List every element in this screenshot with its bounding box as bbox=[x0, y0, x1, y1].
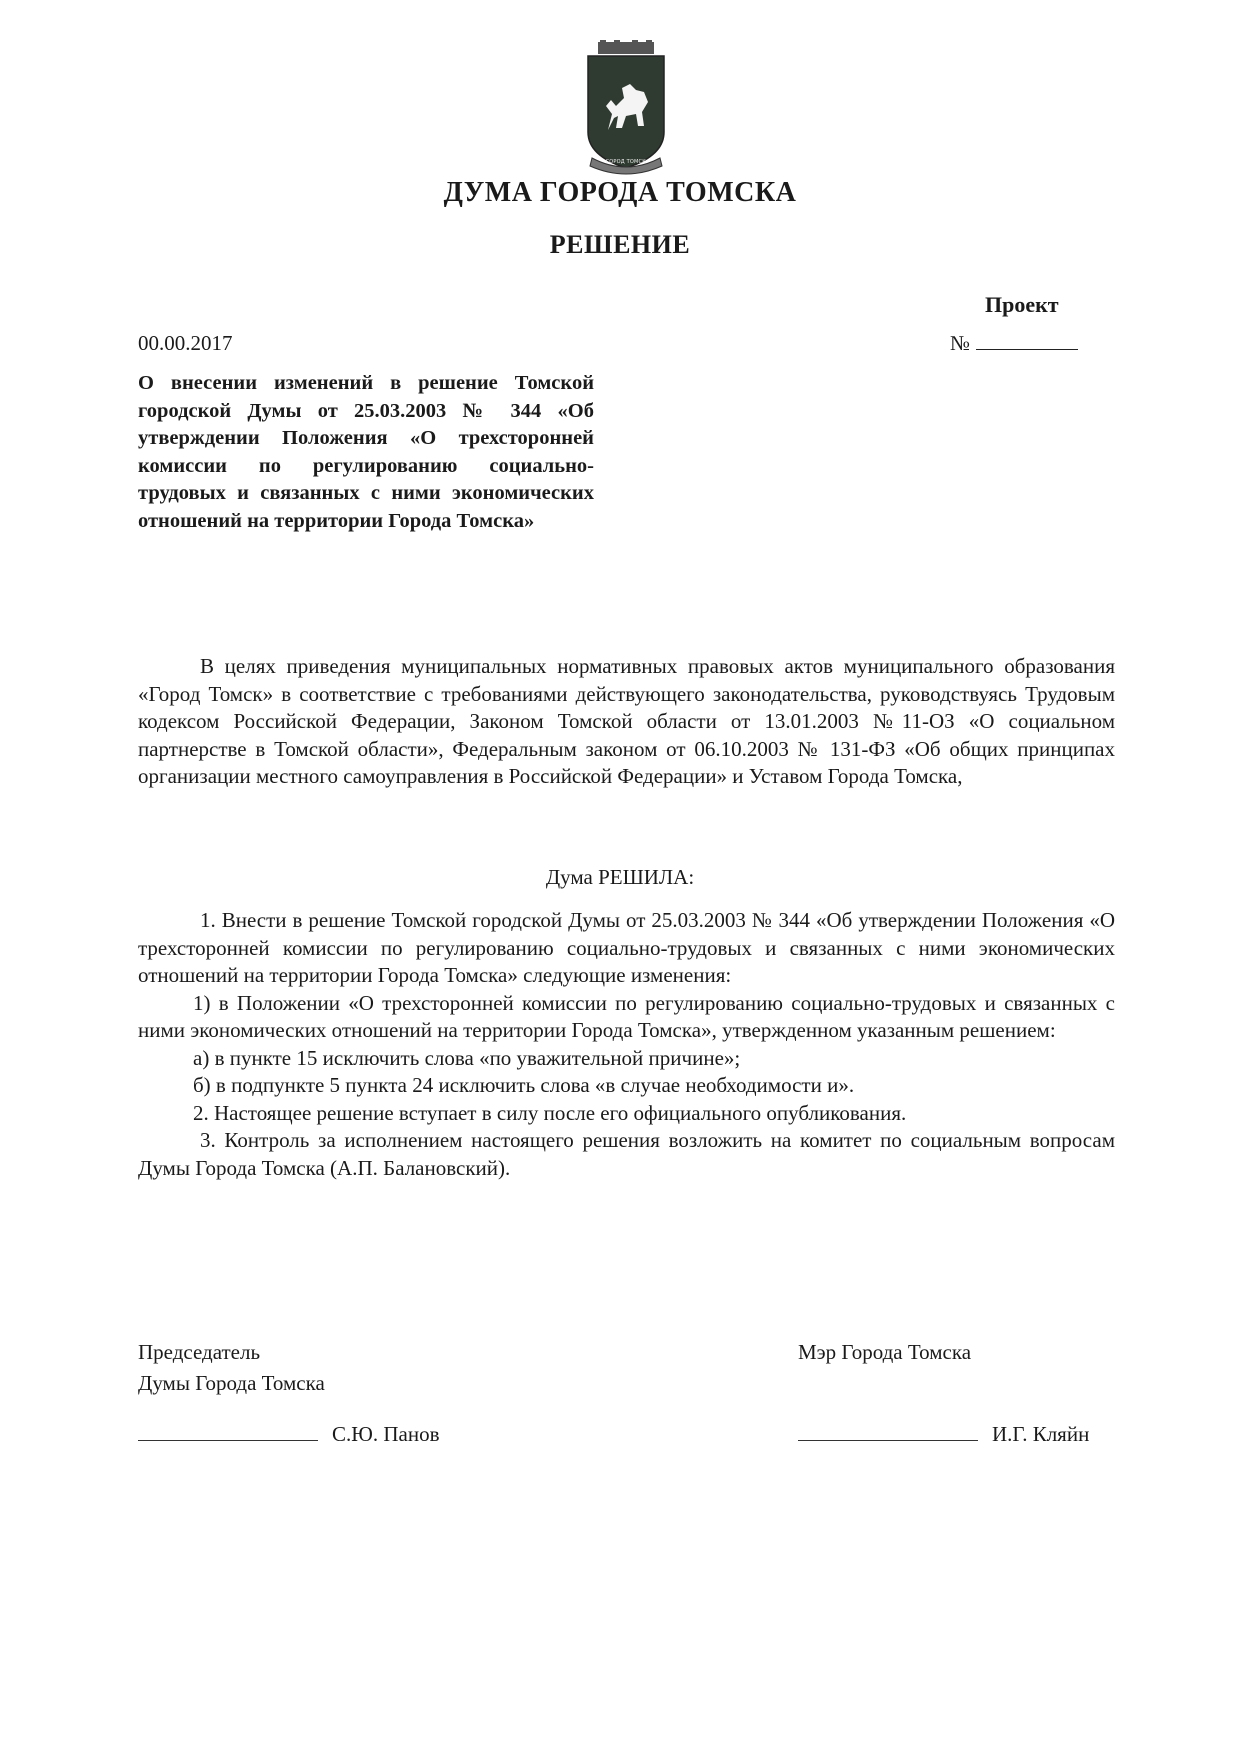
decided-heading: Дума РЕШИЛА: bbox=[545, 865, 695, 889]
number-label: № bbox=[950, 331, 971, 355]
decision-item: 2. Настоящее решение вступает в силу после его официального опубликования. bbox=[193, 1100, 907, 1125]
draft-label: Проект bbox=[985, 292, 1059, 317]
decision-item: б) в подпункте 5 пункта 24 исключить слова «в случае необходимости и». bbox=[193, 1073, 855, 1097]
mayor-signature-line bbox=[798, 1418, 1089, 1450]
decision-item: 3. Контроль за исполнением настоящего решения возложить на комитет по социальным вопросам Думы Города Томска (А.П. Балановский). bbox=[138, 1128, 1115, 1180]
decision-item: 1) в Положении «О трехсторонней комиссии по регулированию социально-трудовых и связанных с ними экономических отношений на территории Города Томска», утвержденном указанным решением: bbox=[138, 990, 1115, 1042]
document-number bbox=[950, 331, 1078, 356]
signature-blank-line bbox=[798, 1418, 978, 1441]
document-type: РЕШЕНИЕ bbox=[549, 230, 691, 259]
chairman-signature-block bbox=[138, 1337, 325, 1399]
chairman-signature-line bbox=[138, 1418, 439, 1450]
signature-blank-line bbox=[138, 1418, 318, 1441]
chairman-name: С.Ю. Панов bbox=[332, 1422, 440, 1446]
decision-item: а) в пункте 15 исключить слова «по уважительной причине»; bbox=[193, 1045, 741, 1070]
tomsk-coat-of-arms-icon bbox=[578, 40, 674, 178]
document-date: 00.00.2017 bbox=[138, 331, 233, 355]
chairman-title-line2: Думы Города Томска bbox=[138, 1371, 325, 1395]
mayor-title: Мэр Города Томска bbox=[798, 1340, 972, 1364]
mayor-name: И.Г. Кляйн bbox=[992, 1422, 1090, 1446]
decision-items bbox=[138, 907, 1115, 1182]
organization-title: ДУМА ГОРОДА ТОМСКА bbox=[443, 177, 797, 208]
document-subject: О внесении изменений в решение Томской городской Думы от 25.03.2003 № 344 «Об утверждении Положения «О трехсторонней комиссии по регулированию социально-трудовых и связанных с ними экономических отношений на территории Города Томска» bbox=[138, 372, 594, 532]
emblem-motto: ГОРОД ТОМСК bbox=[606, 159, 646, 165]
decision-item: 1. Внести в решение Томской городской Думы от 25.03.2003 № 344 «Об утверждении Положения «О трехсторонней комиссии по регулированию социально-трудовых и связанных с ними экономических отношений на территории Города Томска» следующие изменения: bbox=[138, 908, 1115, 987]
number-blank-line bbox=[976, 331, 1078, 350]
chairman-title-line1: Председатель bbox=[138, 1340, 261, 1364]
preamble-paragraph: В целях приведения муниципальных нормативных правовых актов муниципального образования «Город Томск» в соответствие с требованиями действующего законодательства, руководствуясь Трудовым кодексом Российской Федерации, Законом Томской области от 13.01.2003 №11-ОЗ «О социальном партнерстве в Томской области», Федеральным законом от 06.10.2003 № 131-ФЗ «Об общих принципах организации местного самоуправления в Российской Федерации» и Уставом Города Томска, bbox=[138, 654, 1115, 788]
mayor-signature-block bbox=[798, 1337, 971, 1368]
